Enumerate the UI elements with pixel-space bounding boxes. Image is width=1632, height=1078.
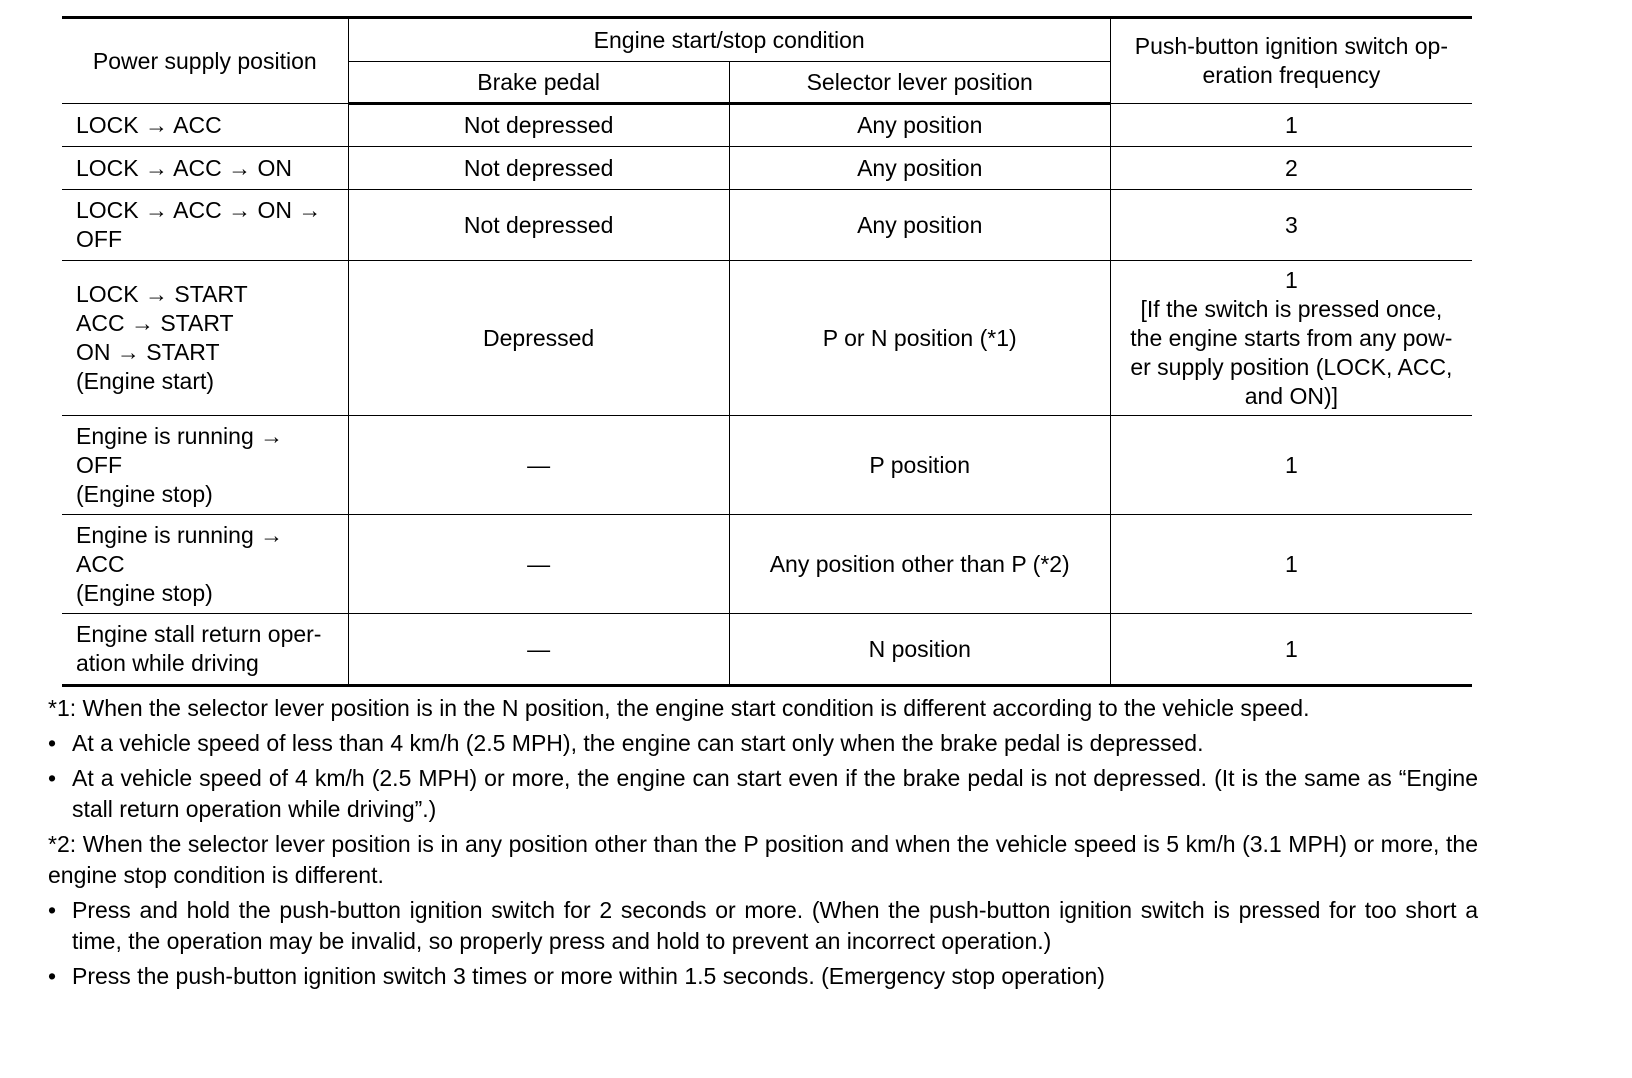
position-line: OFF [76, 226, 122, 252]
selector-lever-cell: Any position other than P (*2) [729, 515, 1110, 614]
table-row [62, 515, 1472, 614]
position-line: (Engine stop) [76, 480, 213, 507]
table-row [62, 614, 1472, 686]
position-line: ACC [76, 550, 125, 577]
frequency-line: 1 [1284, 451, 1298, 478]
brake-pedal-cell: Not depressed [348, 190, 729, 261]
table-row [62, 416, 1472, 515]
position-line: LOCK → ACC → ON → [76, 197, 322, 223]
selector-lever-cell: P or N position (*1) [729, 261, 1110, 416]
brake-pedal-cell: Not depressed [348, 104, 729, 147]
position-line: Engine is running → [76, 521, 284, 548]
frequency-cell [1110, 515, 1472, 614]
position-line: ACC → START [76, 310, 234, 336]
frequency-line: 1 [1284, 550, 1298, 577]
selector-lever-cell: N position [729, 614, 1110, 686]
footnotes [48, 693, 1478, 992]
header-frequency [1110, 18, 1472, 104]
power-supply-position-cell [62, 515, 348, 614]
bullet-text: At a vehicle speed of less than 4 km/h (2.5 MPH), the engine can start only when the brake pedal is depressed. [72, 730, 1204, 756]
table-row [62, 261, 1472, 416]
footnote-1: *1: When the selector lever position is in the N position, the engine start condition is different according to the vehicle speed. [48, 695, 1310, 721]
power-supply-position-cell [62, 190, 348, 261]
header-frequency-line-1: Push-button ignition switch op- [1134, 33, 1448, 59]
bullet-item [48, 763, 1478, 825]
brake-pedal-cell: — [348, 515, 729, 614]
header-selector-lever-position: Selector lever position [729, 62, 1110, 104]
footnote-1-bullets [48, 728, 1478, 825]
table-row [62, 147, 1472, 190]
position-line: OFF [76, 451, 122, 478]
frequency-cell [1110, 261, 1472, 416]
position-line: LOCK → START [76, 281, 248, 307]
position-line: Engine is running → [76, 422, 284, 449]
power-supply-position-cell [62, 261, 348, 416]
brake-pedal-cell: — [348, 614, 729, 686]
frequency-line: 1 [1284, 266, 1298, 293]
power-supply-position-cell [62, 614, 348, 686]
table-row [62, 190, 1472, 261]
document-page [48, 16, 1478, 996]
bullet-dot: • [48, 897, 57, 923]
header-engine-condition: Engine start/stop condition [348, 18, 1110, 62]
position-line: ation while driving [76, 650, 259, 676]
bullet-text: Press the push-button ignition switch 3 times or more within 1.5 seconds. (Emergency stop operation) [72, 963, 1105, 989]
position-line: LOCK → ACC [76, 111, 222, 138]
selector-lever-cell: Any position [729, 147, 1110, 190]
selector-lever-cell: Any position [729, 190, 1110, 261]
header-power-supply-position: Power supply position [62, 18, 348, 104]
frequency-cell [1110, 147, 1472, 190]
frequency-line: [If the switch is pressed once, [1140, 295, 1443, 322]
table-body [62, 104, 1472, 686]
bullet-dot: • [48, 730, 57, 756]
frequency-cell [1110, 190, 1472, 261]
position-line: ON → START [76, 339, 220, 365]
table-row [62, 104, 1472, 147]
position-line: (Engine start) [76, 368, 215, 394]
bullet-text: Press and hold the push-button ignition switch for 2 seconds or more. (When the push-button ignition switch is pressed for too short a time, the operation may be invalid, so properly press and hold to prevent an incorrect operation.) [72, 897, 1478, 954]
header-frequency-line-2: eration frequency [1202, 62, 1381, 88]
header-brake-pedal: Brake pedal [348, 62, 729, 104]
frequency-line: 1 [1284, 111, 1298, 138]
frequency-cell [1110, 104, 1472, 147]
selector-lever-cell: Any position [729, 104, 1110, 147]
footnote-2: *2: When the selector lever position is in any position other than the P position and when the vehicle speed is 5 km/h (3.1 MPH) or more, the engine stop condition is different. [48, 831, 1478, 888]
frequency-line: 2 [1284, 154, 1298, 181]
bullet-dot: • [48, 765, 57, 791]
footnote-2-bullets [48, 895, 1478, 992]
position-line: (Engine stop) [76, 579, 213, 606]
brake-pedal-cell: Not depressed [348, 147, 729, 190]
header-row-1 [62, 18, 1472, 62]
selector-lever-cell: P position [729, 416, 1110, 515]
power-supply-position-cell [62, 416, 348, 515]
frequency-cell [1110, 614, 1472, 686]
position-line: LOCK → ACC → ON [76, 154, 292, 181]
frequency-line: and ON)] [1244, 382, 1339, 409]
bullet-text: At a vehicle speed of 4 km/h (2.5 MPH) or more, the engine can start even if the brake pedal is not depressed. (It is the same as “Engine stall return operation while driving”.) [72, 765, 1478, 822]
brake-pedal-cell: — [348, 416, 729, 515]
bullet-item [48, 728, 1478, 759]
bullet-item [48, 895, 1478, 957]
frequency-line: the engine starts from any pow- [1130, 324, 1453, 351]
bullet-dot: • [48, 963, 57, 989]
frequency-line: er supply position (LOCK, ACC, [1130, 353, 1453, 380]
power-supply-position-cell [62, 104, 348, 147]
frequency-cell [1110, 416, 1472, 515]
bullet-item [48, 961, 1478, 992]
brake-pedal-cell: Depressed [348, 261, 729, 416]
power-position-table [62, 16, 1472, 687]
frequency-line: 1 [1284, 635, 1298, 662]
frequency-line: 3 [1284, 211, 1298, 238]
power-supply-position-cell [62, 147, 348, 190]
position-line: Engine stall return oper- [76, 621, 322, 647]
